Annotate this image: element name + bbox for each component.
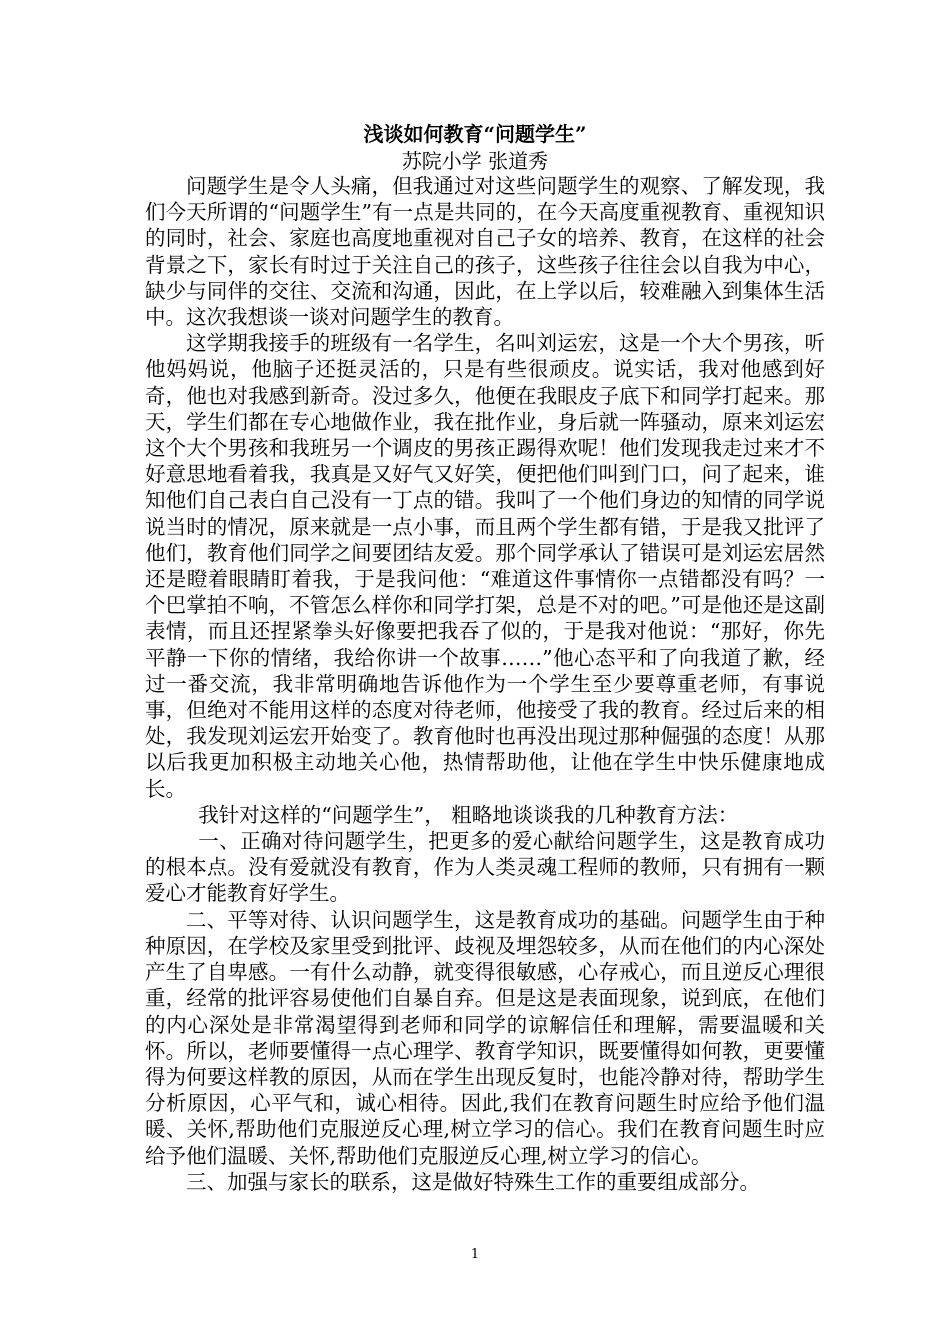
paragraph-method-two: 二、平等对待、认识问题学生，这是教育成功的基础。问题学生由于种种原因，在学校及家里受到批评、歧视及埋怨较多，从而在他们的内心深处产生了自卑感。一有什么动静，就变得很敏感，心存戒心，而且逆反心理很重，经常的批评容易使他们自暴自弃。但是这是表面现象，说到底，在他们的内心深处是非常渴望得到老师和同学的谅解信任和理解，需要温暖和关怀。所以，老师要懂得一点心理学、教育学知识，既要懂得如何教，更要懂得为何要这样教的原因，从而在学生出现反复时，也能冷静对待，帮助学生分析原因，心平气和，诚心相待。因此,我们在教育问题生时应给予他们温暖、关怀,帮助他们克服逆反心理,树立学习的信心。我们在教育问题生时应给予他们温暖、关怀,帮助他们克服逆反心理,树立学习的信心。 [145,907,825,1168]
paragraph-case-story: 这学期我接手的班级有一名学生，名叫刘运宏，这是一个大个男孩，听他妈妈说，他脑子还挺灵活的，只是有些很顽皮。说实话，我对他感到好奇，他也对我感到新奇。没过多久，他便在我眼皮子底下和同学打起来。那天，学生们都在专心地做作业，我在批作业，身后就一阵骚动，原来刘运宏这个大个男孩和我班另一个调皮的男孩正踢得欢呢！他们发现我走过来才不好意思地看着我，我真是又好气又好笑，便把他们叫到门口，问了起来，谁知他们自己表白自己没有一丁点的错。我叫了一个他们身边的知情的同学说说当时的情况，原来就是一点小事，而且两个学生都有错，于是我又批评了他们，教育他们同学之间要团结友爱。那个同学承认了错误可是刘运宏居然还是瞪着眼睛盯着我，于是我问他：“难道这件事情你一点错都没有吗？一个巴掌拍不响，不管怎么样你和同学打架，总是不对的吧。”可是他还是这副表情，而且还捏紧拳头好像要把我吞了似的，于是我对他说：“那好，你先平静一下你的情绪，我给你讲一个故事……”他心态平和了向我道了歉，经过一番交流，我非常明确地告诉他作为一个学生至少要尊重老师，有事说事，但绝对不能用这样的态度对待老师，他接受了我的教育。经过后来的相处，我发现刘运宏开始变了。教育他时也再没出现过那种倔强的态度！从那以后我更加积极主动地关心他，热情帮助他，让他在学生中快乐健康地成长。 [145,331,825,801]
paragraph-methods-intro: 我针对这样的“问题学生”， 粗略地谈谈我的几种教育方法： [198,802,739,827]
document-title: 浅谈如何教育“问题学生” [363,122,587,146]
document-author: 苏院小学 张道秀 [401,149,549,173]
paragraph-method-one: 一、正确对待问题学生，把更多的爱心献给问题学生，这是教育成功的根本点。没有爱就没有教育，作为人类灵魂工程师的教师，只有拥有一颗爱心才能教育好学生。 [145,829,825,906]
paragraph-intro: 问题学生是令人头痛，但我通过对这些问题学生的观察、了解发现，我们今天所谓的“问题学生”有一点是共同的，在今天高度重视教育、重视知识的同时，社会、家庭也高度地重视对自己子女的培养、教育，在这样的社会背景之下，家长有时过于关注自己的孩子，这些孩子往往会以自我为中心，缺少与同伴的交往、交流和沟通，因此，在上学以后，较难融入到集体生活中。这次我想谈一谈对问题学生的教育。 [145,174,825,330]
document-body [145,173,825,1195]
page-number: 1 [470,1247,480,1262]
paragraph-method-three: 三、加强与家长的联系，这是做好特殊生工作的重要组成部分。 [186,1169,760,1194]
